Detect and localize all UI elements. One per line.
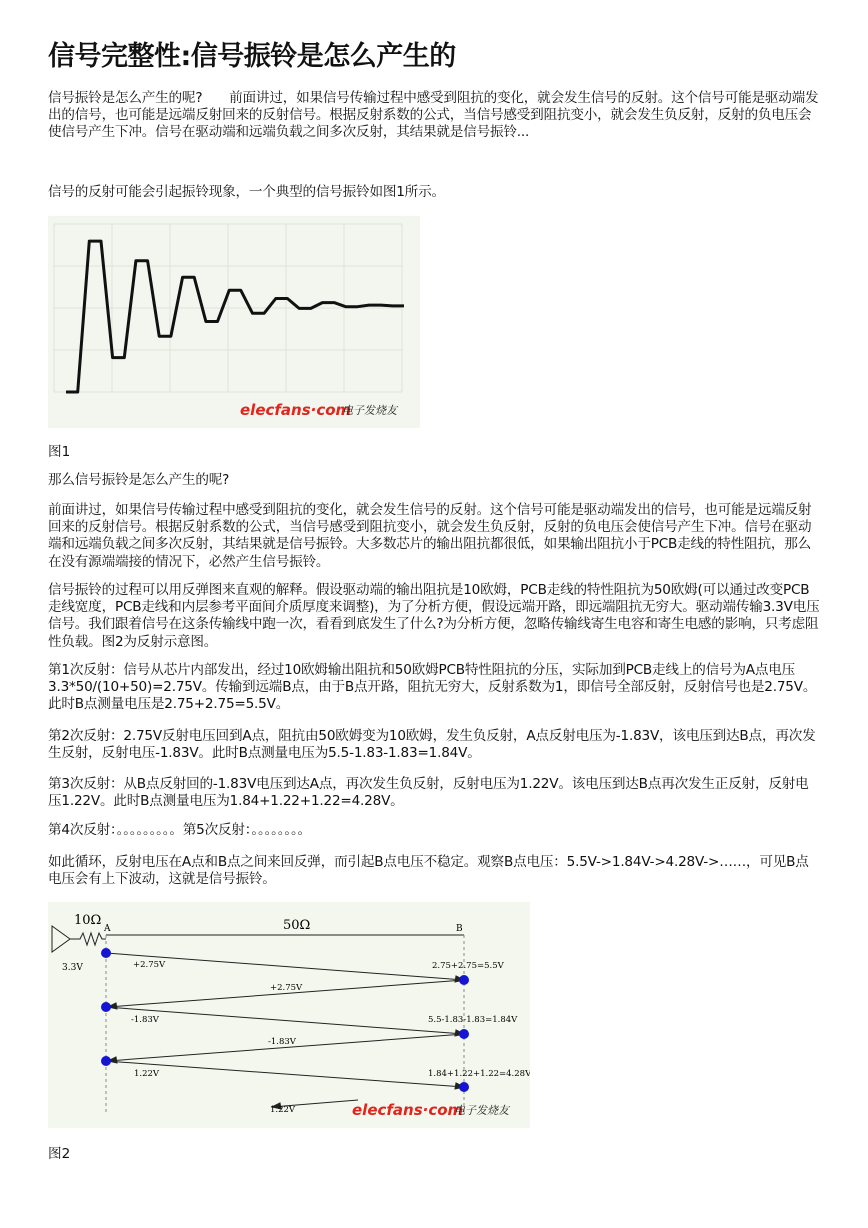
source-resistance-label: 10Ω: [74, 913, 102, 928]
waveform-trace: [66, 241, 404, 392]
watermark-brand: elecfans·com: [240, 401, 352, 419]
line-impedance-label: 50Ω: [283, 918, 311, 933]
r2-label: -1.83V: [268, 1037, 296, 1047]
bounce-diagram: [48, 902, 530, 1128]
figure-2-bounce-diagram: [48, 902, 530, 1128]
paragraph-5: 第1次反射：信号从芯片内部发出，经过10欧姆输出阻抗和50欧姆PCB特性阻抗的分压，实际加到PCB走线上的信号为A点电压3.3*50/(10+50)=2.75V。传输到远端B点，由于B点开路，阻抗无穷大，反射系数为1，即信号全部反射，反射信号也是2.75V。此时B点测量电压是2.75+2.75=5.5V。: [48, 662, 817, 713]
node-a-2: [101, 1002, 111, 1012]
b1-label: 2.75+2.75=5.5V: [432, 961, 504, 971]
point-b-label: B: [456, 924, 463, 934]
a3-label: 1.22V: [134, 1069, 160, 1079]
watermark-cn: 电子发烧友: [454, 1104, 509, 1117]
paragraph-9: 如此循环，反射电压在A点和B点之间来回反弹，而引起B点电压不稳定。观察B点电压：5.5V->1.84V->4.28V->……，可见B点电压会有上下波动，这就是信号振铃。: [48, 854, 809, 888]
ringing-waveform-chart: [48, 216, 420, 428]
paragraph-2: 那么信号振铃是怎么产生的呢?: [48, 472, 230, 488]
node-b-2: [459, 1029, 469, 1039]
watermark-brand: elecfans·com: [352, 1101, 464, 1119]
paragraph-6: 第2次反射：2.75V反射电压回到A点，阻抗由50欧姆变为10欧姆，发生负反射，A点反射电压为-1.83V，该电压到达B点，再次发生反射，反射电压-1.83V。此时B点测量电压为5.5-1.83-1.83=1.84V。: [48, 728, 816, 762]
figure-1-caption: 图1: [48, 444, 71, 460]
figure-2-caption: 图2: [48, 1146, 71, 1162]
page-title: 信号完整性:信号振铃是怎么产生的: [48, 41, 456, 72]
figure-1-ringing-waveform: [48, 216, 420, 428]
node-a-1: [101, 948, 111, 958]
resistor-symbol: [70, 933, 106, 945]
paragraph-3: 前面讲过，如果信号传输过程中感受到阻抗的变化，就会发生信号的反射。这个信号可能是驱动端发出的信号，也可能是远端反射回来的反射信号。根据反射系数的公式，当信号感受到阻抗变小，就会发生负反射，反射的负电压会使信号产生下冲。信号在驱动端和远端负载之间多次反射，其结果就是信号振铃。大多数芯片的输出阻抗都很低，如果输出阻抗小于PCB走线的特性阻抗，那么在没有源端端接的情况下，必然产生信号振铃。: [48, 502, 812, 570]
paragraph-8: 第4次反射：。。。。。。。。。第5次反射：。。。。。。。。: [48, 822, 311, 838]
intro-paragraph: 信号振铃是怎么产生的呢? 前面讲过，如果信号传输过程中感受到阻抗的变化，就会发生信号的反射。这个信号可能是驱动端发出的信号，也可能是远端反射回来的反射信号。根据反射系数的公式，当信号感受到阻抗变小，就会发生负反射，反射的负电压会使信号产生下冲。信号在驱动端和远端负载之间多次反射，其结果就是信号振铃...: [48, 90, 819, 141]
node-b-3: [459, 1082, 469, 1092]
point-a-label: A: [104, 924, 111, 934]
r1-label: +2.75V: [270, 983, 303, 993]
paragraph-7: 第3次反射：从B点反射回的-1.83V电压到达A点，再次发生负反射，反射电压为1.22V。该电压到达B点再次发生正反射，反射电压1.22V。此时B点测量电压为1.84+1.22+1.22=4.28V。: [48, 776, 809, 810]
source-symbol: [52, 926, 106, 952]
b2-label: 5.5-1.83-1.83=1.84V: [428, 1015, 518, 1025]
source-voltage-label: 3.3V: [62, 963, 83, 973]
paragraph-4: 信号振铃的过程可以用反弹图来直观的解释。假设驱动端的输出阻抗是10欧姆，PCB走线的特性阻抗为50欧姆(可以通过改变PCB走线宽度，PCB走线和内层参考平面间介质厚度来调整)，为了分析方便，假设远端开路，即远端阻抗无穷大。驱动端传输3.3V电压信号。我们跟着信号在这条传输线中跑一次，看看到底发生了什么?为分析方便，忽略传输线寄生电容和寄生电感的影响，只考虑阻性负载。图2为反射示意图。: [48, 582, 820, 650]
watermark-cn: 电子发烧友: [342, 404, 397, 417]
wave-a-to-b-3: [106, 1061, 464, 1087]
paragraph-1: 信号的反射可能会引起振铃现象，一个典型的信号振铃如图1所示。: [48, 184, 445, 200]
wave-a-to-b-2: [106, 1007, 464, 1034]
b3-label: 1.84+1.22+1.22=4.28V: [428, 1069, 530, 1079]
node-a-3: [101, 1056, 111, 1066]
a1-label: +2.75V: [133, 960, 166, 970]
a2-label: -1.83V: [131, 1015, 159, 1025]
r3-label: 1.22V: [270, 1105, 296, 1115]
node-b-1: [459, 975, 469, 985]
